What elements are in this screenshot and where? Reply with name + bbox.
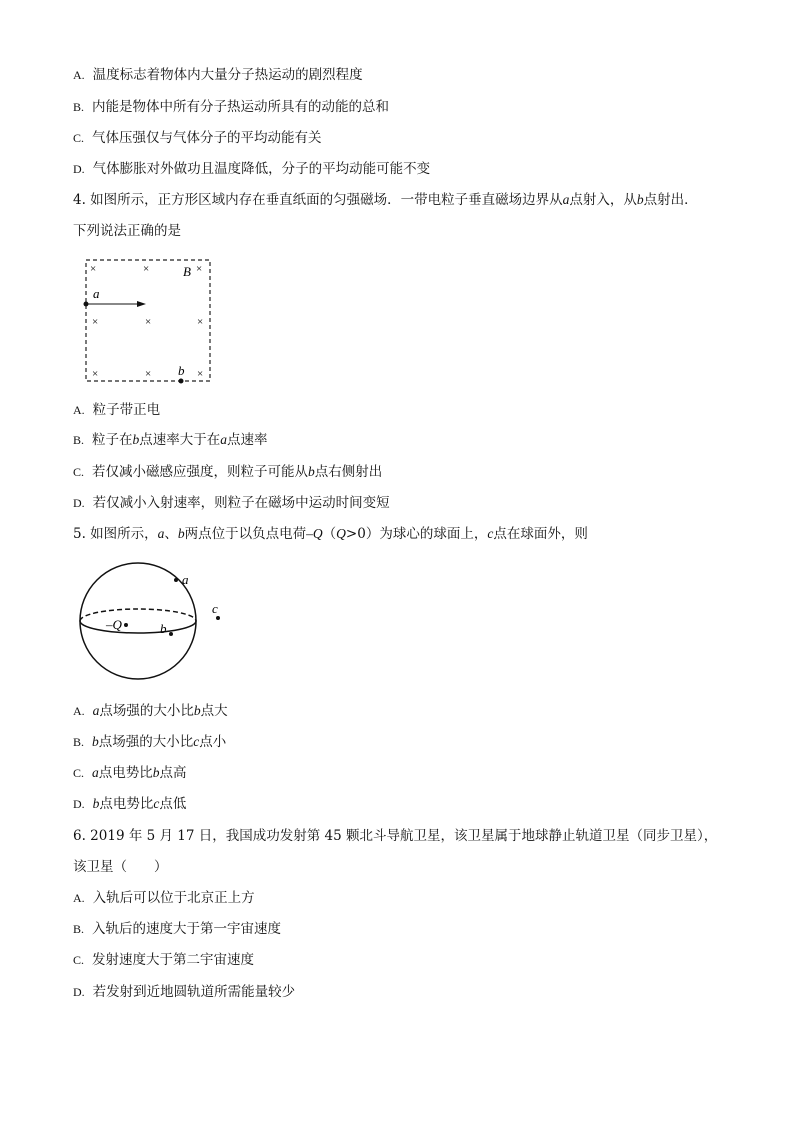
label-a: a bbox=[93, 286, 100, 301]
field-cross: × bbox=[197, 368, 204, 380]
field-cross: × bbox=[143, 263, 150, 275]
q6-option-c: C. 发射速度大于第二宇宙速度 bbox=[73, 952, 255, 968]
q3-option-d: D. 气体膨胀对外做功且温度降低，分子的平均动能可能不变 bbox=[73, 161, 431, 177]
label-B: B bbox=[183, 264, 191, 279]
q4-option-a: A. 粒子带正电 bbox=[73, 402, 161, 418]
q5-option-d: D. b点电势比c点低 bbox=[73, 796, 187, 812]
q3-option-a: A. 温度标志着物体内大量分子热运动的剧烈程度 bbox=[73, 67, 363, 83]
sphere-outline bbox=[80, 563, 196, 679]
q4-option-c: C. 若仅减小磁感应强度，则粒子可能从b点右侧射出 bbox=[73, 464, 383, 480]
q5-option-b: B. b点场强的大小比c点小 bbox=[73, 734, 227, 750]
q6-option-a: A. 入轨后可以位于北京正上方 bbox=[73, 890, 255, 906]
field-cross: × bbox=[145, 368, 152, 380]
q5-option-a: A. a点场强的大小比b点大 bbox=[73, 703, 228, 719]
point-a bbox=[174, 578, 178, 582]
q6-stem-line2: 该卫星（ ） bbox=[73, 859, 168, 875]
q6-option-b: B. 入轨后的速度大于第一宇宙速度 bbox=[73, 921, 282, 937]
field-cross: × bbox=[92, 316, 99, 328]
label-Q: –Q bbox=[106, 617, 122, 632]
q6-option-d: D. 若发射到近地圆轨道所需能量较少 bbox=[73, 984, 296, 1000]
label-a: a bbox=[182, 572, 189, 587]
equator-front bbox=[80, 621, 196, 633]
q3-option-b: B. 内能是物体中所有分子热运动所具有的动能的总和 bbox=[73, 99, 390, 115]
q4-stem-line1: 4. 如图所示，正方形区域内存在垂直纸面的匀强磁场．一带电粒子垂直磁场边界从a点射入，从b点射出． bbox=[73, 192, 698, 208]
field-cross: × bbox=[196, 263, 203, 275]
q4-option-d: D. 若仅减小入射速率，则粒子在磁场中运动时间变短 bbox=[73, 495, 390, 511]
point-c bbox=[216, 616, 220, 620]
q4-stem-line2: 下列说法正确的是 bbox=[73, 223, 181, 239]
point-b bbox=[169, 632, 173, 636]
field-cross: × bbox=[90, 263, 97, 275]
charge-center bbox=[124, 623, 128, 627]
q6-stem-line1: 6. 2019 年 5 月 17 日，我国成功发射第 45 颗北斗导航卫星，该卫星属于地球静止轨道卫星（同步卫星）， bbox=[73, 828, 718, 844]
point-b bbox=[179, 379, 184, 384]
q5-option-c: C. a点电势比b点高 bbox=[73, 765, 187, 781]
q5-stem: 5. 如图所示，a、b两点位于以负点电荷–Q（Q>0）为球心的球面上，c点在球面外，则 bbox=[73, 526, 588, 542]
q3-option-c: C. 气体压强仅与气体分子的平均动能有关 bbox=[73, 130, 322, 146]
equator-back bbox=[80, 609, 196, 621]
field-cross: × bbox=[145, 316, 152, 328]
q4-magnetic-field-figure bbox=[80, 255, 220, 390]
field-cross: × bbox=[197, 316, 204, 328]
field-cross: × bbox=[92, 368, 99, 380]
velocity-arrowhead bbox=[137, 301, 146, 307]
label-c: c bbox=[212, 601, 218, 616]
q5-sphere-figure bbox=[72, 558, 232, 688]
label-b: b bbox=[160, 621, 167, 636]
q4-option-b: B. 粒子在b点速率大于在a点速率 bbox=[73, 432, 268, 448]
label-b: b bbox=[178, 363, 185, 378]
